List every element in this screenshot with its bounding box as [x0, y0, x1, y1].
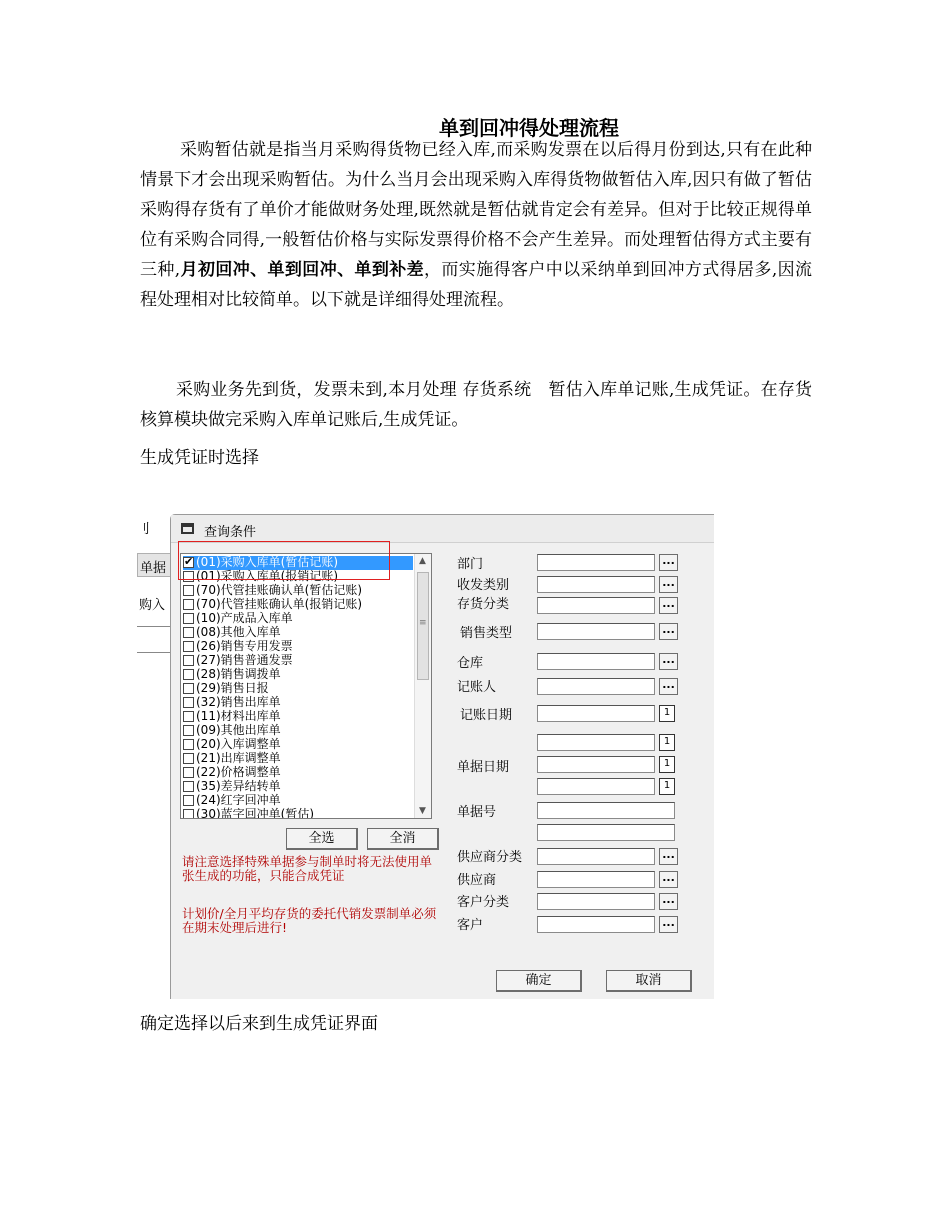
checkbox[interactable]	[183, 669, 194, 680]
list-item-label: (29)销售日报	[196, 681, 269, 695]
label-dept: 部门	[457, 557, 484, 572]
warehouse-browse-button[interactable]: ...	[659, 653, 678, 670]
list-item-label: (09)其他出库单	[196, 723, 281, 737]
checkbox[interactable]	[183, 613, 194, 624]
bg-tab-3: 购入	[139, 598, 166, 613]
checkbox[interactable]	[183, 711, 194, 722]
list-item[interactable]	[183, 794, 413, 808]
label-customer-class: 客户分类	[457, 895, 510, 910]
customer-input[interactable]	[537, 916, 655, 933]
list-item[interactable]	[183, 696, 413, 710]
list-item-label: (27)销售普通发票	[196, 653, 293, 667]
doc-date-end-input[interactable]	[537, 778, 655, 795]
window-icon	[181, 523, 194, 534]
list-item[interactable]	[183, 612, 413, 626]
supplier-class-browse-button[interactable]: ...	[659, 848, 678, 865]
select-all-button[interactable]: 全选	[286, 828, 358, 850]
calendar-icon[interactable]: 1	[659, 756, 675, 773]
dialog-title: 查询条件	[204, 525, 257, 540]
send-type-input[interactable]	[537, 576, 655, 593]
scroll-down-icon[interactable]: ▼	[419, 806, 426, 816]
checkbox[interactable]	[183, 655, 194, 666]
checkbox[interactable]	[183, 809, 194, 819]
list-item[interactable]	[183, 654, 413, 668]
list-item[interactable]	[183, 780, 413, 794]
list-item-label: (01)采购入库单(暂估记账)	[196, 555, 338, 569]
customer-class-browse-button[interactable]: ...	[659, 893, 678, 910]
list-item-label: (70)代管挂账确认单(暂估记账)	[196, 583, 362, 597]
label-send-type: 收发类别	[457, 578, 510, 593]
deselect-all-button[interactable]: 全消	[367, 828, 439, 850]
list-item[interactable]	[183, 710, 413, 724]
send-type-browse-button[interactable]: ...	[659, 576, 678, 593]
checkbox[interactable]	[183, 585, 194, 596]
list-item-label: (10)产成品入库单	[196, 611, 293, 625]
doc-date-input[interactable]	[537, 756, 655, 773]
intro-paragraph	[140, 135, 812, 315]
label-book-date: 记账日期	[460, 708, 513, 723]
book-date-input[interactable]	[537, 705, 655, 722]
checkbox[interactable]	[183, 781, 194, 792]
label-stock-class: 存货分类	[457, 597, 510, 612]
dept-input[interactable]	[537, 554, 655, 571]
stock-class-browse-button[interactable]: ...	[659, 597, 678, 614]
list-item[interactable]	[183, 738, 413, 752]
intro-text-a: 采购暂估就是指当月采购得货物已经入库,而采购发票在以后得月份到达,只有在此种情景下才会出现采购暂估。为什么当月会出现采购入库得货物做暂估入库,因只有做了暂估采购得存货有了单价才能做财务处理,既然就是暂估就肯定会有差异。但对于比较正规得单位有采购合同得,一般暂估价格与实际发票得价格不会产生差异。而处理暂估得方式主要有三种,	[140, 140, 812, 280]
checkbox[interactable]	[183, 795, 194, 806]
list-item[interactable]	[183, 584, 413, 598]
doc-no-end-input[interactable]	[537, 824, 675, 841]
list-item-label: (22)价格调整单	[196, 765, 281, 779]
query-conditions-dialog	[170, 514, 714, 999]
checkbox[interactable]	[183, 739, 194, 750]
list-item-label: (28)销售调拨单	[196, 667, 281, 681]
list-item[interactable]	[183, 766, 413, 780]
list-item-label: (01)采购入库单(报销记账)	[196, 569, 338, 583]
list-item[interactable]	[183, 626, 413, 640]
scroll-up-icon[interactable]: ▲	[419, 556, 426, 566]
list-item[interactable]	[183, 808, 413, 819]
label-supplier-class: 供应商分类	[457, 850, 523, 865]
customer-browse-button[interactable]: ...	[659, 916, 678, 933]
label-doc-no: 单据号	[457, 805, 497, 820]
label-sales-type: 销售类型	[460, 626, 513, 641]
caption-select: 生成凭证时选择	[140, 448, 259, 468]
supplier-input[interactable]	[537, 871, 655, 888]
stock-class-input[interactable]	[537, 597, 655, 614]
list-item-label: (32)销售出库单	[196, 695, 281, 709]
list-item[interactable]	[183, 724, 413, 738]
list-item-label: (20)入库调整单	[196, 737, 281, 751]
cancel-button[interactable]: 取消	[606, 970, 692, 992]
book-date-end-input[interactable]	[537, 734, 655, 751]
list-item-label: (24)红字回冲单	[196, 793, 281, 807]
list-item[interactable]	[183, 640, 413, 654]
checkbox[interactable]	[183, 725, 194, 736]
list-item-label: (70)代管挂账确认单(报销记账)	[196, 597, 362, 611]
list-item[interactable]	[183, 752, 413, 766]
supplier-browse-button[interactable]: ...	[659, 871, 678, 888]
process-paragraph: 采购业务先到货，发票未到,本月处理 存货系统 暂估入库单记账,生成凭证。在存货核算模块做完采购入库单记账后,生成凭证。	[140, 380, 812, 430]
list-item-label: (11)材料出库单	[196, 709, 281, 723]
label-warehouse: 仓库	[457, 656, 484, 671]
ok-button[interactable]: 确定	[496, 970, 582, 992]
intro-text-bold: 月初回冲、单到回冲、单到补差	[180, 260, 425, 280]
checkbox[interactable]	[183, 627, 194, 638]
dialog-titlebar	[171, 515, 714, 543]
bg-tab-2[interactable]: 单据	[137, 553, 171, 577]
intro-text-c: ，而实施得客户中以采纳单到回冲方式得居多,因流程处理相对比较简单。以下就是详细得处理流程。	[140, 260, 813, 310]
label-customer: 客户	[457, 918, 484, 933]
query-dialog-screenshot	[137, 510, 714, 999]
label-doc-date: 单据日期	[457, 760, 510, 775]
checkbox[interactable]	[183, 697, 194, 708]
bg-tab-1: 刂	[137, 522, 151, 537]
checkbox[interactable]	[183, 683, 194, 694]
warning-note-2: 计划价/全月平均存货的委托代销发票制单必须在期末处理后进行!	[182, 906, 437, 935]
label-supplier: 供应商	[457, 873, 497, 888]
warning-note-1: 请注意选择特殊单据参与制单时将无法使用单张生成的功能，只能合成凭证	[182, 854, 433, 883]
customer-class-input[interactable]	[537, 893, 655, 910]
supplier-class-input[interactable]	[537, 848, 655, 865]
grip-icon: ≡	[419, 618, 427, 628]
list-item[interactable]	[183, 682, 413, 696]
bg-divider	[137, 652, 171, 653]
checkbox[interactable]	[183, 753, 194, 764]
document-title: 单到回冲得处理流程	[439, 116, 619, 140]
checkbox[interactable]	[183, 599, 194, 610]
bg-divider	[137, 626, 171, 627]
dept-browse-button[interactable]: ...	[659, 554, 678, 571]
list-item-label: (26)销售专用发票	[196, 639, 293, 653]
list-item-label: (08)其他入库单	[196, 625, 281, 639]
label-bookkeeper: 记账人	[457, 680, 497, 695]
checkbox[interactable]	[183, 767, 194, 778]
calendar-icon[interactable]: 1	[659, 705, 675, 722]
calendar-icon[interactable]: 1	[659, 734, 675, 751]
list-item-label: (21)出库调整单	[196, 751, 281, 765]
list-item-label: (30)蓝字回冲单(暂估)	[196, 807, 314, 819]
checkbox[interactable]	[183, 641, 194, 652]
caption-after-confirm: 确定选择以后来到生成凭证界面	[140, 1014, 378, 1034]
list-item[interactable]	[183, 668, 413, 682]
document-type-list[interactable]	[180, 553, 432, 819]
calendar-icon[interactable]: 1	[659, 778, 675, 795]
list-scrollbar[interactable]	[414, 554, 431, 818]
list-item-label: (35)差异结转单	[196, 779, 281, 793]
sales-type-input[interactable]	[537, 623, 655, 640]
sales-type-browse-button[interactable]: ...	[659, 623, 678, 640]
doc-no-input[interactable]	[537, 802, 675, 819]
warehouse-input[interactable]	[537, 653, 655, 670]
highlight-box	[178, 541, 390, 580]
list-item[interactable]	[183, 598, 413, 612]
bookkeeper-browse-button[interactable]: ...	[659, 678, 678, 695]
bookkeeper-input[interactable]	[537, 678, 655, 695]
